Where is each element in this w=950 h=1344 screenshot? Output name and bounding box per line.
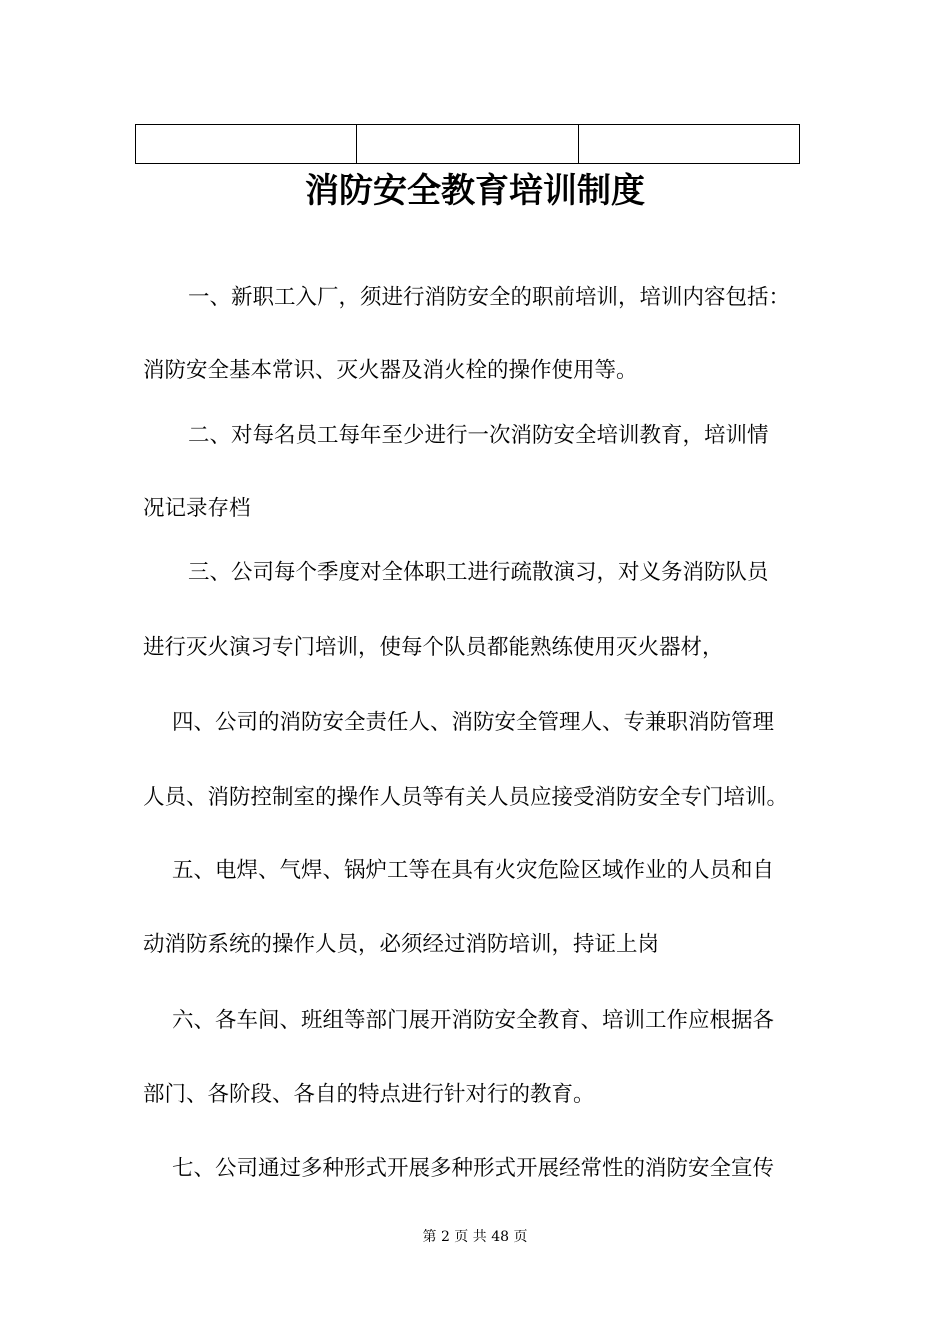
paragraph-line: 部门、各阶段、各自的特点进行针对行的教育。 [143,1082,595,1107]
header-table [135,124,800,164]
paragraph-line: 消防安全基本常识、灭火器及消火栓的操作使用等。 [143,358,638,383]
paragraph-line: 四、公司的消防安全责任人、消防安全管理人、专兼职消防管理 [172,710,775,735]
header-table-cell [357,125,578,164]
paragraph-line: 二、对每名员工每年至少进行一次消防安全培训教育，培训情 [188,423,769,448]
paragraph-line: 况记录存档 [143,496,251,521]
header-table-row [136,125,800,164]
paragraph-line: 五、电焊、气焊、锅炉工等在具有火灾危险区域作业的人员和自 [172,858,775,883]
header-table-cell [136,125,357,164]
paragraph-line: 人员、消防控制室的操作人员等有关人员应接受消防安全专门培训。 [143,785,789,810]
paragraph-line: 一、新职工入厂，须进行消防安全的职前培训，培训内容包括： [188,285,791,310]
paragraph-line: 进行灭火演习专门培训，使每个队员都能熟练使用灭火器材， [143,635,724,660]
paragraph-line: 动消防系统的操作人员，必须经过消防培训，持证上岗 [143,932,660,957]
page-number-footer: 第 2 页 共 48 页 [422,1229,528,1245]
paragraph-line: 六、各车间、班组等部门展开消防安全教育、培训工作应根据各 [172,1008,775,1033]
document-title: 消防安全教育培训制度 [305,171,645,211]
paragraph-line: 三、公司每个季度对全体职工进行疏散演习，对义务消防队员 [188,560,769,585]
paragraph-line: 七、公司通过多种形式开展多种形式开展经常性的消防安全宣传 [172,1156,775,1181]
header-table-cell [578,125,799,164]
